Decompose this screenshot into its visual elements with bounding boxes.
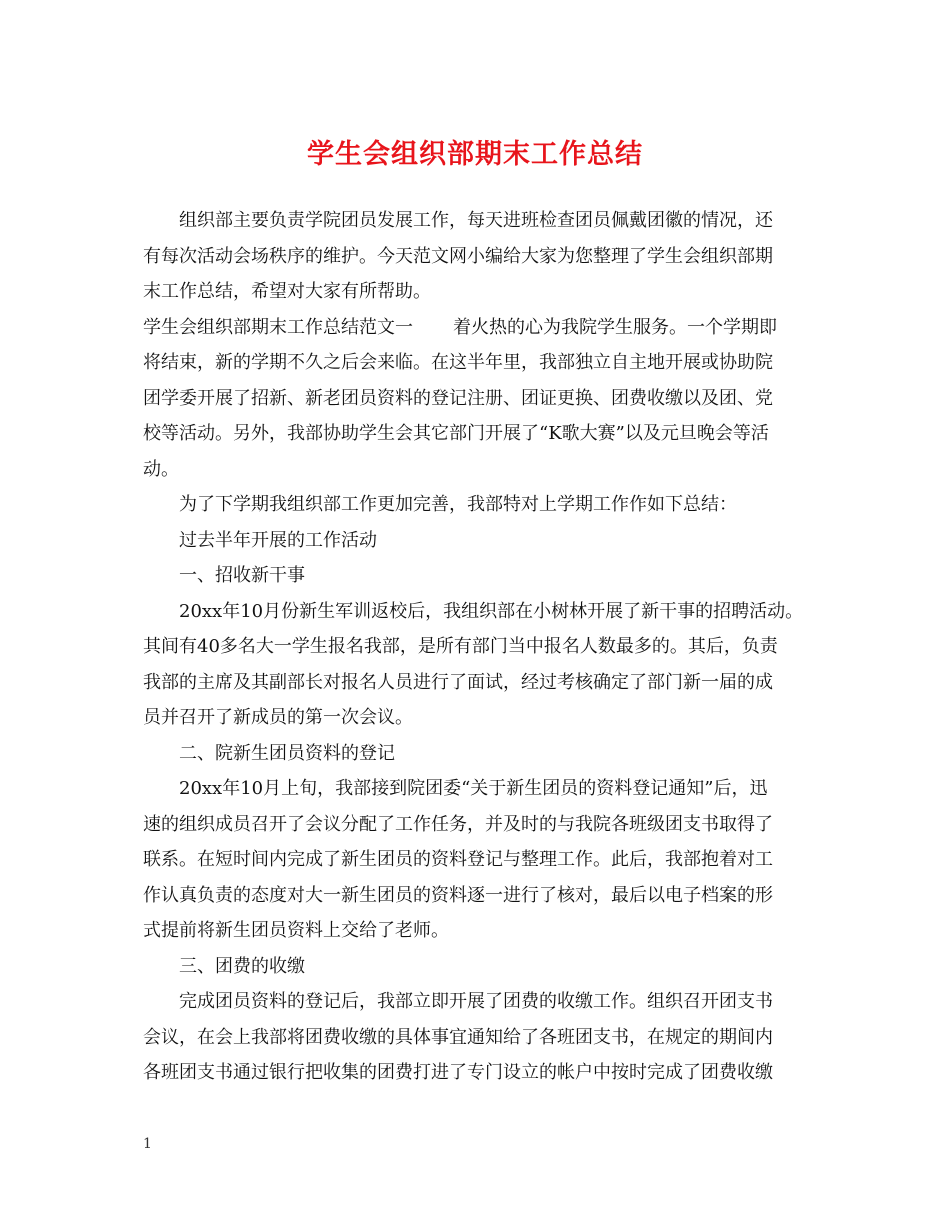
document-body bbox=[143, 203, 815, 1091]
text-line-content: 完成团员资料的登记后，我部立即开展了团费的收缴工作。组织召开团支书 bbox=[179, 991, 773, 1012]
text-line-content: 一、招收新干事 bbox=[179, 565, 305, 586]
text-line-content: 为了下学期我组织部工作更加完善，我部特对上学期工作作如下总结： bbox=[179, 494, 737, 515]
text-line bbox=[143, 629, 815, 665]
text-line bbox=[143, 381, 815, 417]
text-line bbox=[143, 665, 815, 701]
text-line bbox=[143, 913, 815, 949]
text-line-content: 组织部主要负责学院团员发展工作，每天进班检查团员佩戴团徽的情况，还 bbox=[179, 210, 773, 231]
text-line-content: 末工作总结，希望对大家有所帮助。 bbox=[143, 281, 431, 302]
text-line-content: 团学委开展了招新、新老团员资料的登记注册、团证更换、团费收缴以及团、党 bbox=[143, 387, 773, 409]
text-line bbox=[143, 239, 815, 275]
text-line bbox=[143, 949, 815, 985]
text-line-content: 其间有40多名大一学生报名我部，是所有部门当中报名人数最多的。其后，负责 bbox=[143, 636, 778, 657]
text-line-content: 将结束，新的学期不久之后会来临。在这半年里，我部独立自主地开展或协助院 bbox=[143, 352, 773, 373]
text-line-content: 20xx年10月上旬，我部接到院团委“关于新生团员的资料登记通知”后，迅 bbox=[179, 778, 768, 799]
text-line-content: 有每次活动会场秩序的维护。今天范文网小编给大家为您整理了学生会组织部期 bbox=[143, 245, 773, 267]
text-line bbox=[143, 807, 815, 843]
text-line bbox=[143, 700, 815, 736]
text-line bbox=[143, 487, 815, 523]
text-line bbox=[143, 1020, 815, 1056]
text-line bbox=[143, 878, 815, 914]
text-line-content: 动。 bbox=[143, 458, 179, 480]
text-line bbox=[143, 984, 815, 1020]
text-line bbox=[143, 558, 815, 594]
text-line-content: 二、院新生团员资料的登记 bbox=[179, 742, 395, 764]
text-line bbox=[143, 1055, 815, 1091]
text-line-content: 过去半年开展的工作活动 bbox=[179, 529, 377, 551]
text-line-content: 校等活动。另外，我部协助学生会其它部门开展了“K歌大赛”以及元旦晚会等活 bbox=[143, 423, 769, 444]
text-line-content: 作认真负责的态度对大一新生团员的资料逐一进行了核对，最后以电子档案的形 bbox=[143, 884, 773, 906]
text-line-content: 员并召开了新成员的第一次会议。 bbox=[143, 707, 413, 728]
text-line bbox=[143, 203, 815, 239]
text-line bbox=[143, 842, 815, 878]
text-line bbox=[143, 771, 815, 807]
text-line bbox=[143, 345, 815, 381]
text-line bbox=[143, 310, 815, 346]
page-number: 1 bbox=[143, 1136, 152, 1152]
text-line bbox=[143, 452, 815, 488]
text-line-content: 20xx年10月份新生军训返校后，我组织部在小树林开展了新干事的招聘活动。 bbox=[179, 600, 804, 622]
text-line-content: 我部的主席及其副部长对报名人员进行了面试，经过考核确定了部门新一届的成 bbox=[143, 671, 773, 693]
text-line-content: 速的组织成员召开了会议分配了工作任务，并及时的与我院各班级团支书取得了 bbox=[143, 813, 773, 835]
text-line bbox=[143, 274, 815, 310]
text-line bbox=[143, 736, 815, 772]
text-line-content: 联系。在短时间内完成了新生团员的资料登记与整理工作。此后，我部抱着对工 bbox=[143, 849, 773, 870]
text-line-content: 学生会组织部期末工作总结范文一 bbox=[143, 316, 413, 338]
text-line-content: 三、团费的收缴 bbox=[179, 955, 305, 977]
text-line-content: 各班团支书通过银行把收集的团费打进了专门设立的帐户中按时完成了团费收缴 bbox=[143, 1062, 773, 1083]
document-title: 学生会组织部期末工作总结 bbox=[307, 139, 643, 170]
text-line-content: 会议，在会上我部将团费收缴的具体事宜通知给了各班团支书，在规定的期间内 bbox=[143, 1026, 773, 1048]
text-line bbox=[143, 523, 815, 559]
text-line-continuation: 着火热的心为我院学生服务。一个学期即 bbox=[453, 316, 777, 338]
text-line-content: 式提前将新生团员资料上交给了老师。 bbox=[143, 920, 449, 941]
text-line bbox=[143, 594, 815, 630]
text-line bbox=[143, 416, 815, 452]
